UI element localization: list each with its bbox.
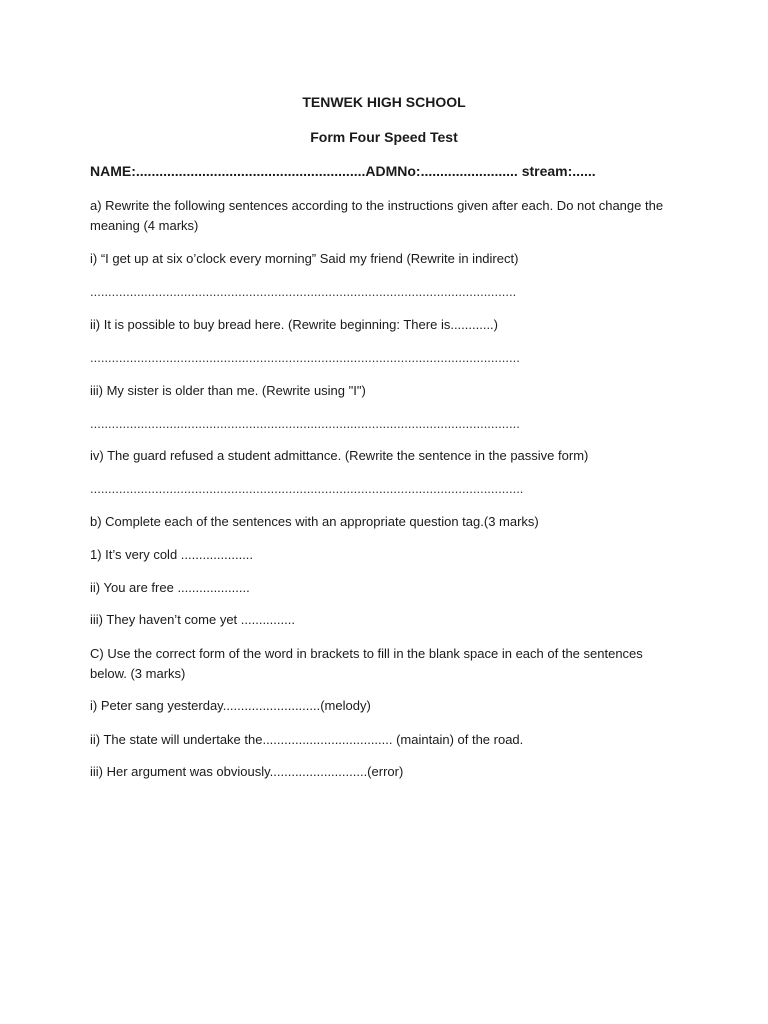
question-b-ii: ii) You are free .................... [90,580,250,595]
question-a-i: i) “I get up at six o’clock every morning” Said my friend (Rewrite in indirect) [90,251,519,266]
question-a-iii: iii) My sister is older than me. (Rewrite using "I") [90,383,366,398]
section-a-instruction: a) Rewrite the following sentences according to the instructions given after each. Do not change the meaning (4 marks) [90,198,664,233]
section-c-instruction: C) Use the correct form of the word in brackets to fill in the blank space in each of the sentences below. (3 marks) [90,646,643,681]
answer-line-a-ii: ....................................................................................................................... [90,350,520,365]
student-details-line: NAME:...........................................................ADMNo:......................... stream:...... [90,163,596,179]
question-c-i: i) Peter sang yesterday...........................(melody) [90,698,371,713]
question-b-1: 1) It’s very cold .................... [90,547,254,562]
section-b-instruction: b) Complete each of the sentences with an appropriate question tag.(3 marks) [90,514,539,529]
question-b-iii: iii) They haven’t come yet ............... [90,612,295,627]
question-c-ii: ii) The state will undertake the.................................... (maintain) of the road. [90,732,524,747]
answer-line-a-i: ...................................................................................................................... [90,284,517,299]
question-c-iii: iii) Her argument was obviously...........................(error) [90,764,404,779]
question-a-iv: iv) The guard refused a student admittance. (Rewrite the sentence in the passive form) [90,448,589,463]
answer-line-a-iii: ....................................................................................................................... [90,416,520,431]
answer-line-a-iv: ........................................................................................................................ [90,481,524,496]
question-a-ii: ii) It is possible to buy bread here. (Rewrite beginning: There is............) [90,317,499,332]
school-name: TENWEK HIGH SCHOOL [302,94,466,110]
test-title: Form Four Speed Test [310,129,458,145]
